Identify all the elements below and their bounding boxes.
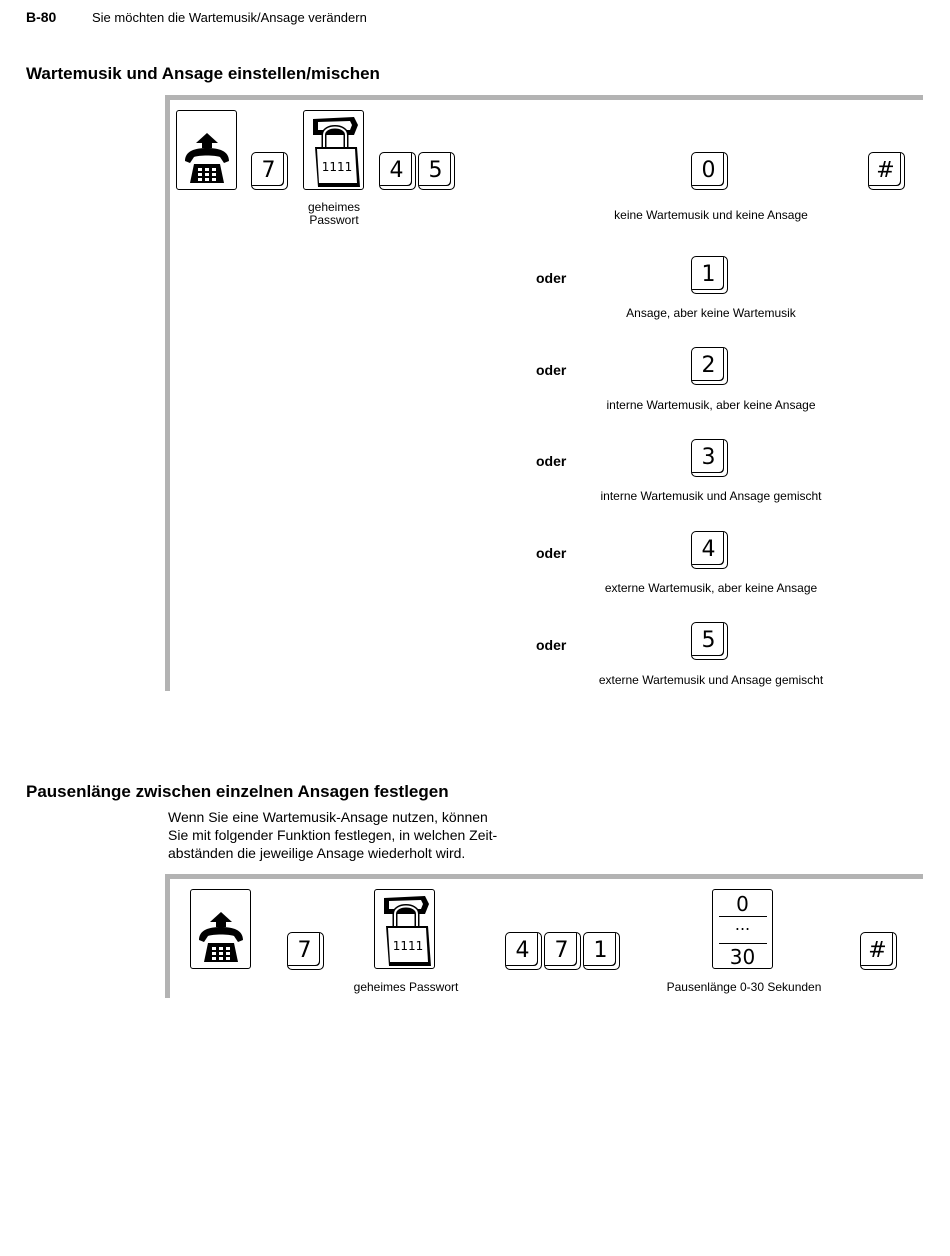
section2-frame-top: [165, 874, 923, 879]
hash-key[interactable]: #: [868, 152, 905, 190]
option-key-2[interactable]: 2: [691, 347, 728, 385]
key-1[interactable]: 1: [583, 932, 620, 970]
password-digits: 1111: [321, 160, 353, 174]
option-key-3[interactable]: 3: [691, 439, 728, 477]
pause-range-label: Pausenlänge 0-30 Sekunden: [666, 980, 822, 994]
range-min: 0: [736, 892, 749, 916]
password-label: geheimes Passwort: [353, 980, 459, 994]
key-4[interactable]: 4: [379, 152, 416, 190]
pause-range-box[interactable]: [712, 889, 773, 969]
option-key-4[interactable]: 4: [691, 531, 728, 569]
key-7[interactable]: 7: [287, 932, 324, 970]
key-4[interactable]: 4: [505, 932, 542, 970]
section1-frame-left: [165, 95, 170, 691]
option-desc-2: interne Wartemusik, aber keine Ansage: [606, 398, 816, 412]
section2-intro: Wenn Sie eine Wartemusik-Ansage nutzen, können Sie mit folgender Funktion festlegen, in welchen Zeit- abständen die jeweilige Ansage wiederholt wird.: [168, 809, 498, 861]
option-key-0[interactable]: 0: [691, 152, 728, 190]
range-divider: [719, 943, 767, 944]
section1-title: Wartemusik und Ansage einstellen/mischen: [26, 64, 380, 83]
option-desc-4: externe Wartemusik, aber keine Ansage: [604, 581, 818, 595]
hash-key[interactable]: #: [860, 932, 897, 970]
section2-frame-left: [165, 874, 170, 998]
section2-title: Pausenlänge zwischen einzelnen Ansagen festlegen: [26, 782, 449, 801]
oder-label: oder: [536, 453, 567, 469]
key-7[interactable]: 7: [251, 152, 288, 190]
option-key-1[interactable]: 1: [691, 256, 728, 294]
phone-off-hook-icon: [190, 889, 251, 969]
running-title: Sie möchten die Wartemusik/Ansage verändern: [92, 10, 367, 25]
range-max: 30: [729, 945, 756, 969]
password-label: geheimes Passwort: [307, 200, 361, 227]
key-7[interactable]: 7: [544, 932, 581, 970]
range-ellipsis: ...: [734, 915, 751, 934]
option-key-5[interactable]: 5: [691, 622, 728, 660]
oder-label: oder: [536, 545, 567, 561]
password-digits: 1111: [392, 939, 424, 953]
oder-label: oder: [536, 270, 567, 286]
oder-label: oder: [536, 637, 567, 653]
option-desc-5: externe Wartemusik und Ansage gemischt: [598, 673, 824, 687]
oder-label: oder: [536, 362, 567, 378]
padlock-password-icon: [374, 889, 435, 969]
phone-off-hook-icon: [176, 110, 237, 190]
section1-frame-top: [165, 95, 923, 100]
option-desc-0: keine Wartemusik und keine Ansage: [614, 208, 808, 222]
padlock-password-icon: [303, 110, 364, 190]
option-desc-1: Ansage, aber keine Wartemusik: [626, 306, 796, 320]
key-5[interactable]: 5: [418, 152, 455, 190]
option-desc-3: interne Wartemusik und Ansage gemischt: [600, 489, 822, 503]
page-number: B-80: [26, 9, 57, 25]
